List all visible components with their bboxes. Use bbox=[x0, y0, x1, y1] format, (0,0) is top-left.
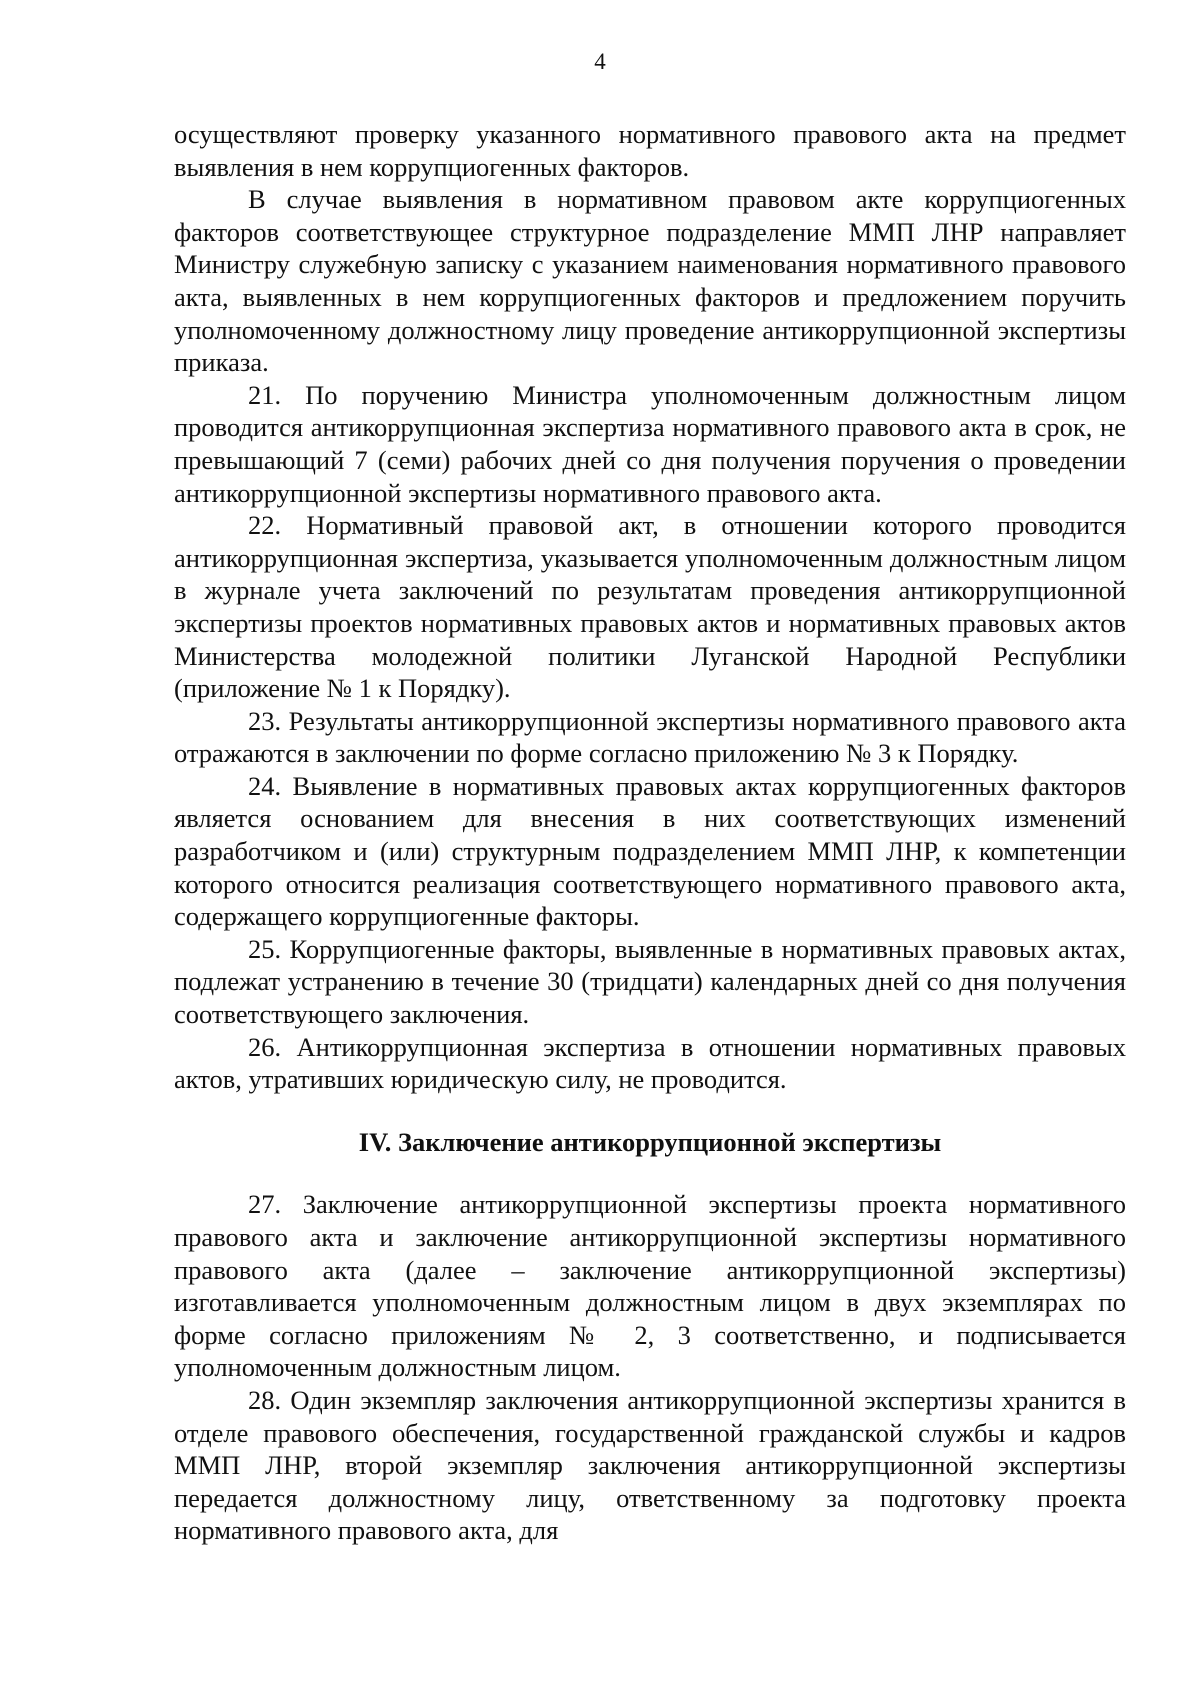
paragraph-25: 25. Коррупциогенные факторы, выявленные в нормативных правовых актах, подлежат устранению в течение 30 (тридцати) календарных дней со дня получения соответствующего заключения. bbox=[174, 933, 1126, 1030]
paragraph-27: 27. Заключение антикоррупционной экспертизы проекта нормативного правового акта и заключение антикоррупционной экспертизы нормативного правового акта (далее – заключение антикоррупционной экспертизы) изготавливается уполномоченным должностным лицом в двух экземплярах по форме согласно приложениям № 2, 3 соответственно, и подписывается уполномоченным должностным лицом. bbox=[174, 1189, 1126, 1383]
section-heading: IV. Заключение антикоррупционной экспертизы bbox=[358, 1126, 942, 1157]
paragraph-21: 21. По поручению Министра уполномоченным должностным лицом проводится антикоррупционная экспертиза нормативного правового акта в срок, не превышающий 7 (семи) рабочих дней со дня получения поручения о проведении антикоррупционной экспертизы нормативного правового акта. bbox=[174, 379, 1126, 508]
paragraph-28: 28. Один экземпляр заключения антикоррупционной экспертизы хранится в отделе правового обеспечения, государственной гражданской службы и кадров ММП ЛНР, второй экземпляр заключения антикоррупционной экспертизы передается должностному лицу, ответственному за подготовку проекта нормативного правового акта, для bbox=[174, 1384, 1126, 1546]
paragraph-23: 23. Результаты антикоррупционной экспертизы нормативного правового акта отражаются в заключении по форме согласно приложению № 3 к Порядку. bbox=[174, 705, 1126, 769]
paragraph-26: 26. Антикоррупционная экспертиза в отношении нормативных правовых актов, утративших юридическую силу, не проводится. bbox=[174, 1031, 1126, 1095]
paragraph-22: 22. Нормативный правовой акт, в отношении которого проводится антикоррупционная экспертиза, указывается уполномоченным должностным лицом в журнале учета заключений по результатам проведения антикоррупционной экспертизы проектов нормативных правовых актов и нормативных правовых актов Министерства молодежной политики Луганской Народной Республики (приложение № 1 к Порядку). bbox=[174, 510, 1126, 704]
paragraph-24: 24. Выявление в нормативных правовых актах коррупциогенных факторов является основанием для внесения в них соответствующих изменений разработчиком и (или) структурным подразделением ММП ЛНР, к компетенции которого относится реализация соответствующего нормативного правового акта, содержащего коррупциогенные факторы. bbox=[174, 770, 1126, 932]
document-body bbox=[174, 118, 1126, 1547]
paragraph-continuation: осуществляют проверку указанного нормативного правового акта на предмет выявления в нем коррупциогенных факторов. bbox=[174, 119, 1126, 182]
paragraph-corruption-factors-detected: В случае выявления в нормативном правовом акте коррупциогенных факторов соответствующее структурное подразделение ММП ЛНР направляет Министру служебную записку с указанием наименования нормативного правового акта, выявленных в нем коррупциогенных факторов и предложением поручить уполномоченному должностному лицу проведение антикоррупционной экспертизы приказа. bbox=[174, 184, 1126, 378]
page-number: 4 bbox=[594, 49, 606, 74]
